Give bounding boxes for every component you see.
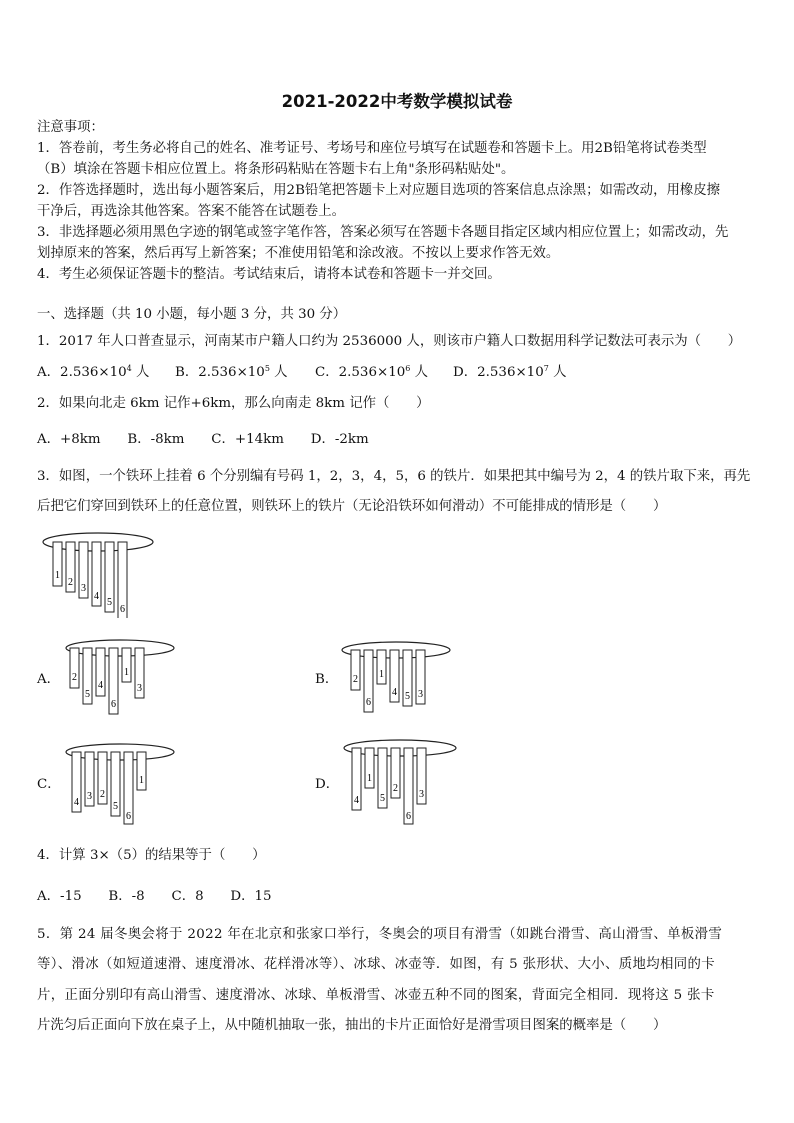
notice-line: 4．考生必须保证答题卡的整洁。考试结束后，请将本试卷和答题卡一并交回。 — [37, 267, 501, 282]
plate-number: 1 — [139, 775, 144, 786]
plate-number: 4 — [98, 680, 103, 691]
notice-line: 干净后，再选涂其他答案。答案不能答在试题卷上。 — [37, 204, 345, 219]
exam-title: 2021-2022中考数学模拟试卷 — [281, 92, 513, 111]
plate-number: 2 — [353, 674, 358, 685]
plate-number: 1 — [55, 570, 60, 581]
plate-number: 6 — [126, 811, 131, 822]
plate-number: 1 — [367, 773, 372, 784]
plate-number: 3 — [87, 791, 92, 802]
plate-number: 4 — [94, 591, 99, 602]
section-heading: 一、选择题（共 10 小题，每小题 3 分，共 30 分） — [37, 307, 347, 322]
q3-option-a-label: A． — [37, 672, 61, 687]
q1-option-b: B．$2.536\times 10^5$ 人 — [175, 364, 288, 380]
q1-option-a: A．$2.536\times 10^4$ 人 — [37, 364, 150, 380]
plate-number: 6 — [366, 697, 371, 708]
plate-number: 3 — [137, 683, 142, 694]
notice-line: 1．答卷前，考生务必将自己的姓名、准考证号、考场号和座位号填写在试题卷和答题卡上。用2B铅笔将试卷类型 — [37, 141, 707, 156]
question-5-stem: 等）、滑冰（如短道速滑、速度滑冰、花样滑冰等）、冰球、冰壶等．如图，有 5 张形状、大小、质地均相同的卡 — [37, 957, 715, 972]
plate-number: 5 — [107, 597, 112, 608]
plate-number: 5 — [405, 691, 410, 702]
question-1-stem: 1．2017 年人口普查显示，河南某市户籍人口约为 2536000 人，则该市户籍人口数据用科学记数法可表示为（ ） — [37, 334, 742, 349]
q2-options: A．+8km B．-8km C．+14km D．-2km — [37, 432, 369, 447]
ring-figure-original — [40, 528, 160, 618]
plate-number: 6 — [111, 699, 116, 710]
plate-number: 2 — [100, 789, 105, 800]
q3-option-c-label: C． — [37, 777, 61, 792]
question-5-stem: 5．第 24 届冬奥会将于 2022 年在北京和张家口举行，冬奥会的项目有滑雪（如跳台滑雪、高山滑雪、单板滑雪 — [37, 927, 723, 942]
plate-number: 5 — [85, 689, 90, 700]
plate-number: 2 — [72, 672, 77, 683]
q3-option-d-label: D． — [315, 777, 340, 792]
plate-number: 1 — [379, 669, 384, 680]
ring-figure-d — [340, 738, 464, 828]
notice-line: 3．非选择题必须用黑色字迹的钢笔或签字笔作答，答案必须写在答题卡各题目指定区域内相应位置上；如需改动，先 — [37, 225, 729, 240]
notice-line: （B）填涂在答题卡相应位置上。将条形码粘贴在答题卡右上角"条形码粘贴处"。 — [37, 162, 515, 177]
plate-number: 3 — [81, 583, 86, 594]
question-4-stem: 4．计算 3×（5）的结果等于（ ） — [37, 848, 266, 863]
q4-options: A．-15 B．-8 C．8 D．15 — [37, 889, 272, 904]
plate-number: 2 — [393, 783, 398, 794]
ring-figure-a — [62, 638, 182, 718]
plate-number: 5 — [113, 801, 118, 812]
plate-number: 1 — [124, 667, 129, 678]
q3-option-b-label: B． — [315, 672, 339, 687]
plate-number: 6 — [406, 811, 411, 822]
plate-number: 4 — [74, 797, 79, 808]
question-2-stem: 2．如果向北走 6km 记作+6km，那么向南走 8km 记作（ ） — [37, 396, 430, 411]
notice-heading: 注意事项： — [37, 120, 104, 135]
plate-number: 3 — [419, 789, 424, 800]
notice-line: 2．作答选择题时，选出每小题答案后，用2B铅笔把答题卡上对应题目选项的答案信息点涂黑；如需改动，用橡皮擦 — [37, 183, 721, 198]
q1-option-c: C．$2.536\times 10^6$ 人 — [315, 364, 428, 380]
plate-number: 4 — [354, 795, 359, 806]
plate-number: 5 — [380, 793, 385, 804]
notice-line: 划掉原来的答案，然后再写上新答案；不准使用铅笔和涂改液。不按以上要求作答无效。 — [37, 246, 560, 261]
plate-number: 2 — [68, 577, 73, 588]
q1-option-d: D．$2.536\times 10^7$ 人 — [453, 364, 567, 380]
question-5-stem: 片洗匀后正面向下放在桌子上，从中随机抽取一张，抽出的卡片正面恰好是滑雪项目图案的概率是（ ） — [37, 1018, 667, 1033]
question-5-stem: 片，正面分别印有高山滑雪、速度滑冰、冰球、单板滑雪、冰壶五种不同的图案，背面完全相同．现将这 5 张卡 — [37, 988, 715, 1003]
ring-figure-b — [338, 640, 458, 720]
plate-number: 3 — [418, 689, 423, 700]
question-3-stem: 后把它们穿回到铁环上的任意位置，则铁环上的铁片（无论沿铁环如何滑动）不可能排成的情形是（ ） — [37, 499, 667, 514]
plate-number: 4 — [392, 687, 397, 698]
plate-group — [53, 542, 127, 618]
ring-figure-c — [62, 742, 182, 828]
plate-number: 6 — [120, 604, 125, 615]
question-3-stem: 3．如图，一个铁环上挂着 6 个分别编有号码 1，2，3，4，5，6 的铁片．如果把其中编号为 2，4 的铁片取下来，再先 — [37, 469, 751, 484]
